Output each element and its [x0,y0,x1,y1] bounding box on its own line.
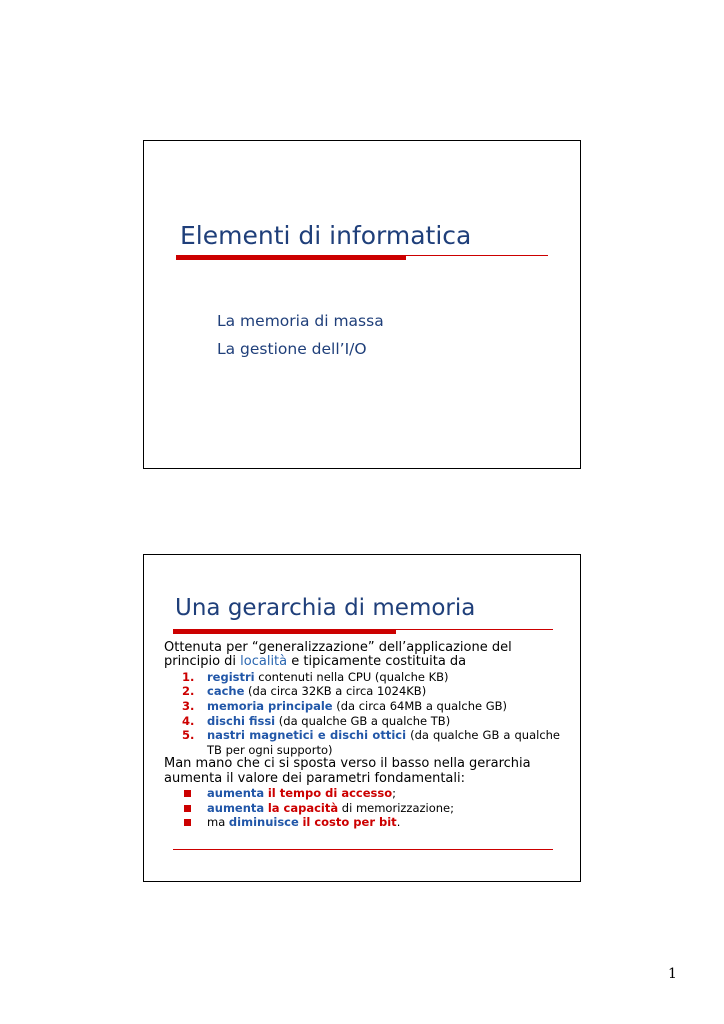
item-term: memoria principale [207,699,333,713]
bullet-prefix: ma [207,815,229,830]
bullet-verb: aumenta [207,786,265,801]
list-item [164,670,560,685]
item-number: 1. [182,669,195,684]
item-term: cache [207,684,245,699]
square-bullet-icon [184,790,191,797]
footer-rule [173,849,553,850]
slide-2 [143,554,581,882]
parameters-paragraph: Man mano che ci si sposta verso il basso nella gerarchia aumenta il valore dei parametri fondamentali: [164,756,531,786]
square-bullet-icon [184,805,191,812]
list-item [164,728,560,757]
square-bullet-icon [184,819,191,826]
item-desc: (da circa 64MB a qualche GB) [332,699,508,713]
title-underline-thick [173,629,396,634]
slide-1-subtitle [217,307,384,363]
intro-text-end: e tipicamente costituita da [287,654,467,670]
bullet-param: la capacità [267,800,339,815]
bullet-verb: aumenta [207,800,265,815]
list-item [164,699,560,714]
list-item [164,815,560,830]
slide-1 [143,140,581,469]
item-number: 5. [182,728,195,743]
item-number: 2. [182,684,195,699]
item-number: 4. [182,713,195,728]
item-number: 3. [182,699,195,713]
slide-1-title: Elementi di informatica [180,221,472,250]
parameters-list [164,786,560,830]
slide-2-title: Una gerarchia di memoria [175,595,476,621]
list-item [164,801,560,816]
list-item [164,786,560,801]
title-underline-thick [176,255,406,260]
bullet-tail: di memorizzazione; [338,800,455,815]
list-item [164,714,560,729]
page-number: 1 [668,966,677,982]
intro-paragraph [164,641,560,670]
slide-2-body [164,641,560,830]
item-term: nastri magnetici e dischi ottici [207,728,407,743]
list-item [164,684,560,699]
locality-term: località [240,654,288,670]
bullet-tail: . [396,815,401,830]
subtitle-line: La gestione dell’I/O [217,340,367,358]
item-desc: (da qualche GB a qualche TB) [275,713,451,728]
bullet-param: il tempo di accesso [267,786,393,801]
intro-text: Ottenuta per “generalizzazione” dell’applicazione del principio di [164,640,512,670]
item-desc: contenuti nella CPU (qualche KB) [254,669,449,684]
hierarchy-list [164,670,560,758]
bullet-param: il costo per bit [302,815,397,830]
bullet-verb: diminuisce [228,815,299,830]
item-term: dischi fissi [207,713,276,728]
item-term: registri [207,669,255,684]
item-desc: (da circa 32KB a circa 1024KB) [244,684,427,699]
item-desc: (da qualche GB a qualche TB per ogni supporto) [207,728,561,757]
bullet-tail: ; [392,786,396,801]
subtitle-line: La memoria di massa [217,312,384,330]
